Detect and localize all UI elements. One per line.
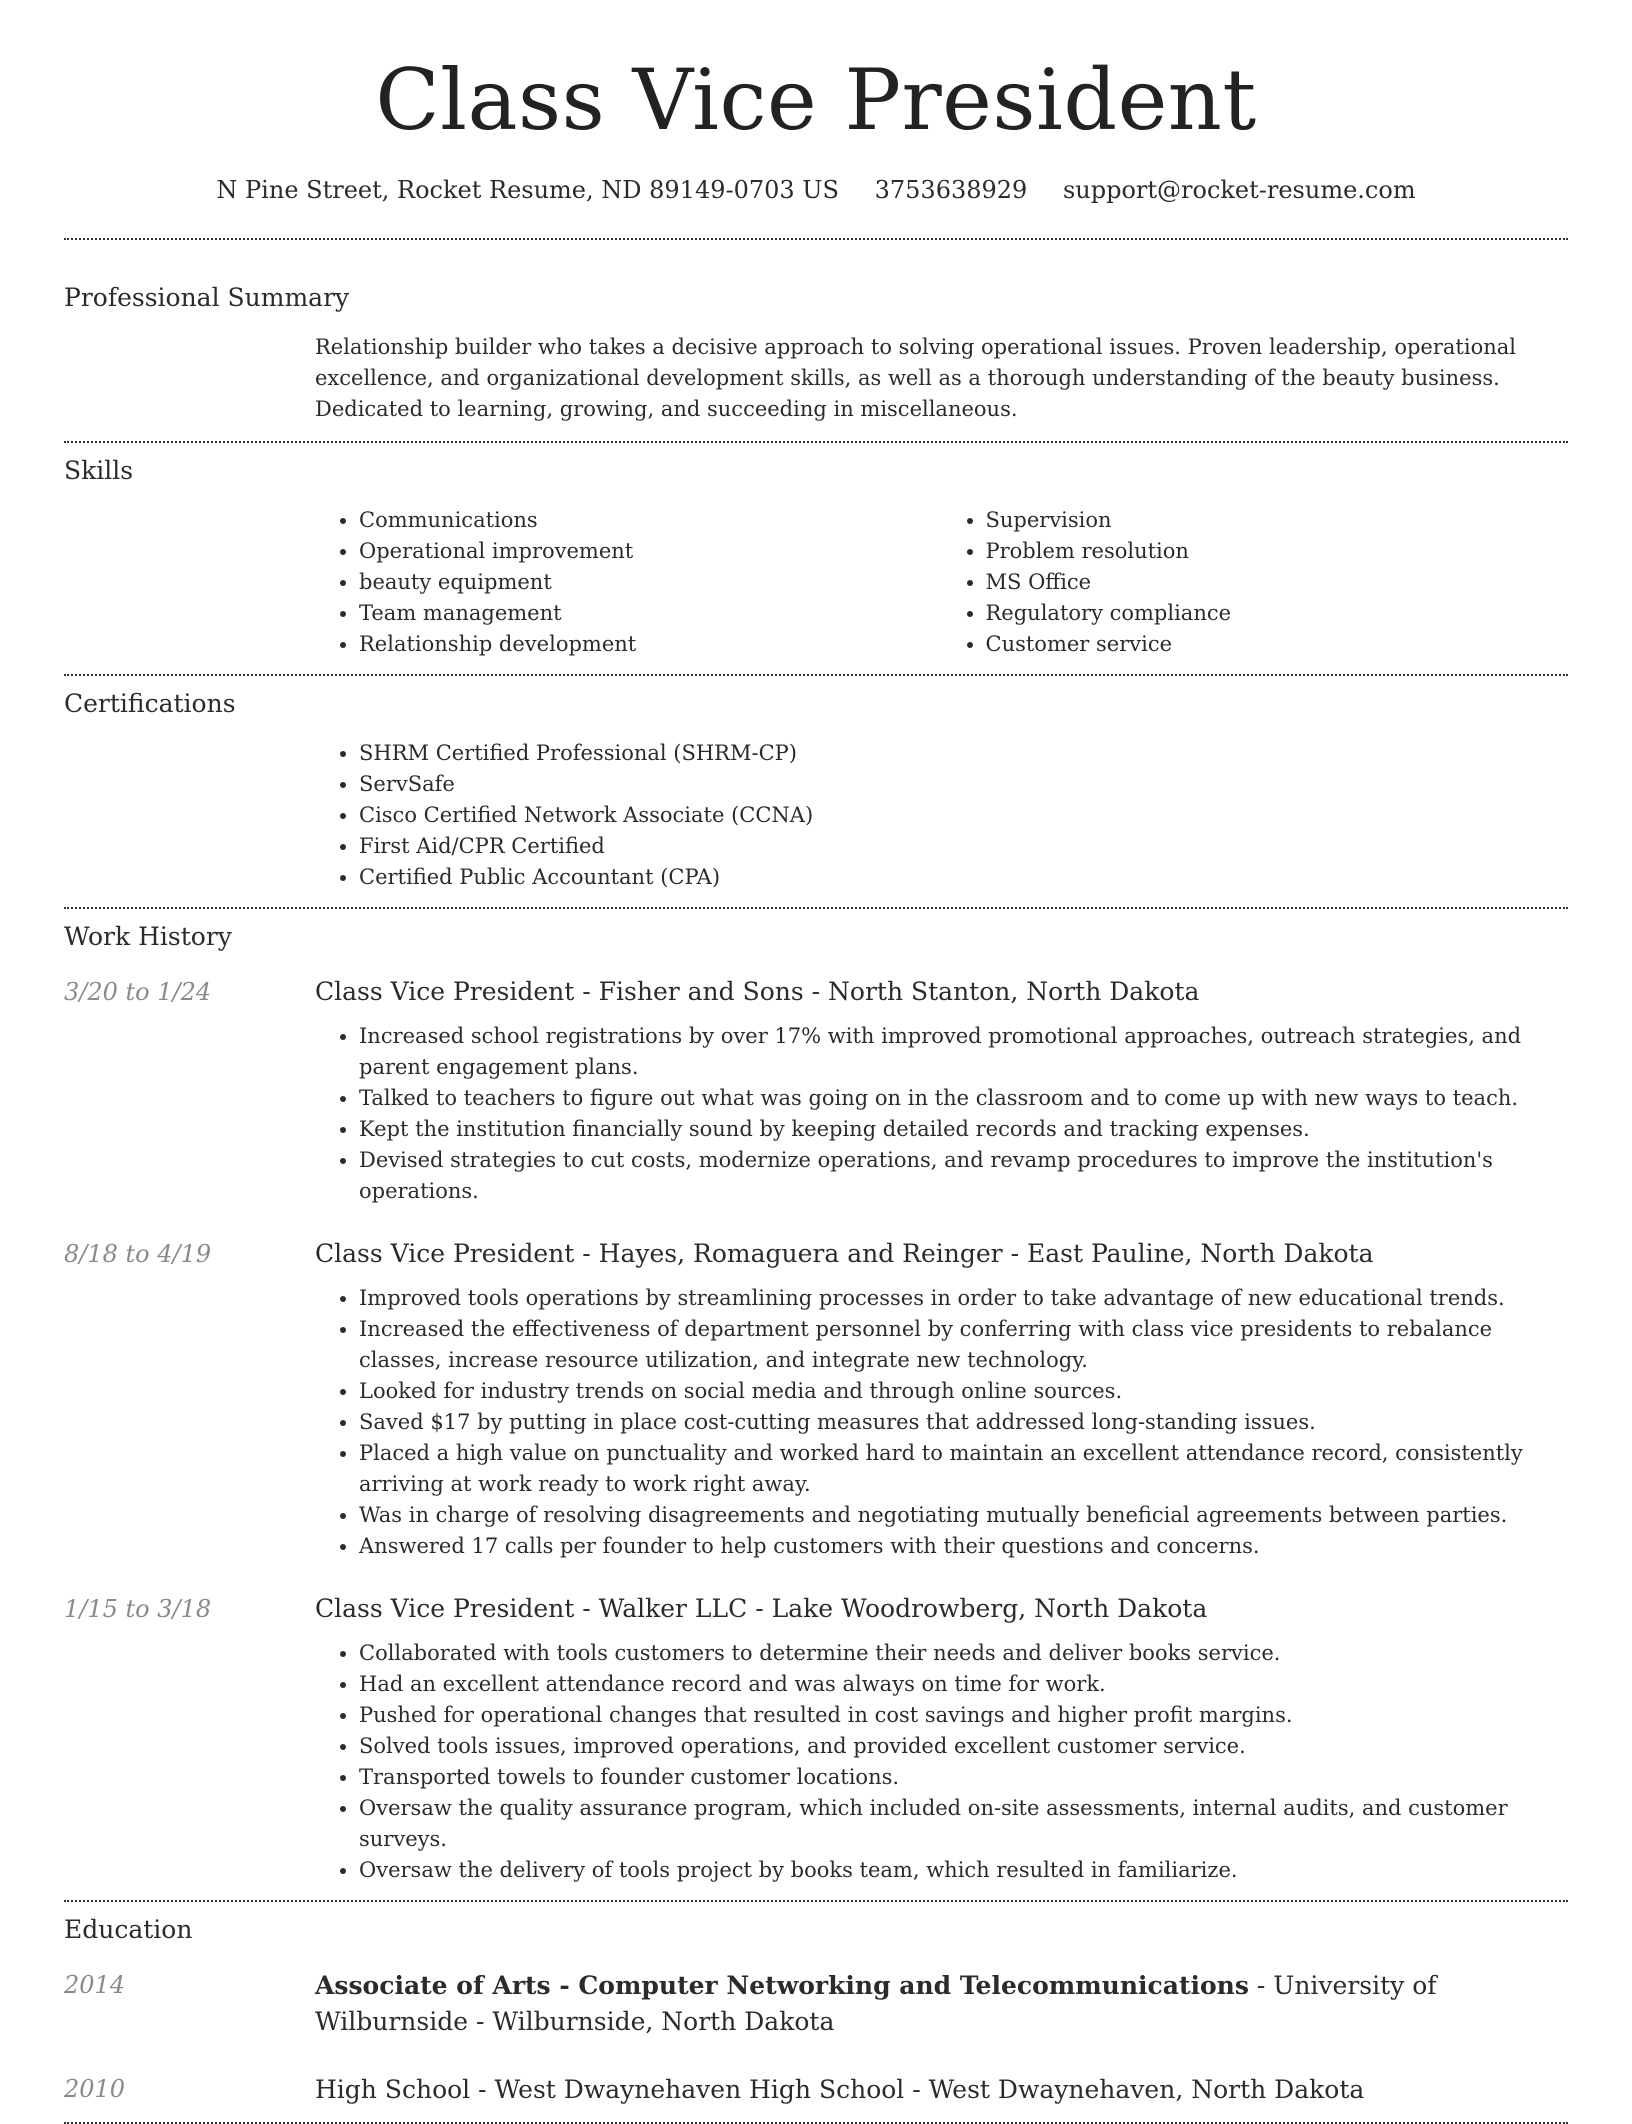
skill-item: • Team management xyxy=(359,598,942,629)
job-bullet: • Transported towels to founder customer locations. xyxy=(359,1762,1568,1793)
job-bullets xyxy=(315,1021,1568,1207)
summary-section xyxy=(64,240,1568,441)
certifications-body xyxy=(315,738,1568,893)
job-bullet: • Looked for industry trends on social media and through online sources. xyxy=(359,1376,1568,1407)
job-entry xyxy=(64,975,1568,1207)
job-entry xyxy=(64,1592,1568,1886)
job-bullet: • Placed a high value on punctuality and worked hard to maintain an excellent attendance record, consistently arriving at work ready to work right away. xyxy=(359,1438,1568,1500)
job-bullet: • Increased the effectiveness of department personnel by conferring with class vice presidents to rebalance classes, increase resource utilization, and integrate new technology. xyxy=(359,1314,1568,1376)
contact-line xyxy=(64,174,1568,206)
certification-item: • Cisco Certified Network Associate (CCNA) xyxy=(359,800,1568,831)
job-bullet: • Saved $17 by putting in place cost-cutting measures that addressed long-standing issues. xyxy=(359,1407,1568,1438)
job-bullet: • Oversaw the delivery of tools project by books team, which resulted in familiarize. xyxy=(359,1855,1568,1886)
education-year: 2010 xyxy=(64,2075,126,2103)
skill-item: • Supervision xyxy=(986,505,1569,536)
skills-section xyxy=(64,443,1568,674)
job-title: Class Vice President - Fisher and Sons - North Stanton, North Dakota xyxy=(315,977,1200,1006)
job-bullets xyxy=(315,1638,1568,1886)
job-body xyxy=(315,975,1568,1207)
resume-name: Class Vice President xyxy=(375,51,1257,149)
certifications-section xyxy=(64,676,1568,907)
certification-item: • SHRM Certified Professional (SHRM-CP) xyxy=(359,738,1568,769)
job-body xyxy=(315,1237,1568,1562)
work-history-heading: Work History xyxy=(64,922,232,951)
education-details xyxy=(315,2072,1568,2108)
job-entry xyxy=(64,1237,1568,1562)
job-dates: 3/20 to 1/24 xyxy=(64,978,212,1006)
job-dates: 8/18 to 4/19 xyxy=(64,1240,212,1268)
certifications-list xyxy=(315,738,1568,893)
job-dates: 1/15 to 3/18 xyxy=(64,1595,212,1623)
job-bullet: • Had an excellent attendance record and was always on time for work. xyxy=(359,1669,1568,1700)
education-school: - University of Wilburnside - Wilburnside, North Dakota xyxy=(315,1971,1437,2036)
skills-columns xyxy=(315,505,1568,660)
job-bullet: • Talked to teachers to figure out what was going on in the classroom and to come up with new ways to teach. xyxy=(359,1083,1568,1114)
education-heading: Education xyxy=(64,1915,193,1944)
skill-item: • Regulatory compliance xyxy=(986,598,1569,629)
skill-item: • MS Office xyxy=(986,567,1569,598)
job-bullet: • Improved tools operations by streamlining processes in order to take advantage of new educational trends. xyxy=(359,1283,1568,1314)
education-degree: Associate of Arts - Computer Networking and Telecommunications xyxy=(315,1971,1249,2000)
skills-heading: Skills xyxy=(64,456,134,485)
job-bullet: • Kept the institution financially sound by keeping detailed records and tracking expenses. xyxy=(359,1114,1568,1145)
summary-text: Relationship builder who takes a decisive approach to solving operational issues. Proven leadership, operational excellence, and organizational development skills, as well as a thorough understanding of the beauty business. Dedicated to learning, growing, and succeeding in miscellaneous. xyxy=(315,335,1516,421)
skills-list-right xyxy=(942,505,1569,660)
job-bullet: • Collaborated with tools customers to determine their needs and deliver books service. xyxy=(359,1638,1568,1669)
job-title: Class Vice President - Walker LLC - Lake Woodrowberg, North Dakota xyxy=(315,1594,1208,1623)
education-degree: High School - West Dwaynehaven High School - West Dwaynehaven, North Dakota xyxy=(315,2075,1365,2104)
certifications-heading: Certifications xyxy=(64,689,236,718)
job-bullet: • Answered 17 calls per founder to help customers with their questions and concerns. xyxy=(359,1531,1568,1562)
education-details xyxy=(315,1968,1568,2040)
job-body xyxy=(315,1592,1568,1886)
education-entry xyxy=(64,1968,1568,2040)
contact-email: support@rocket-resume.com xyxy=(1062,176,1416,204)
job-bullet: • Devised strategies to cut costs, modernize operations, and revamp procedures to improve the institution's operations. xyxy=(359,1145,1568,1207)
skills-list-left xyxy=(315,505,942,660)
skill-item: • Operational improvement xyxy=(359,536,942,567)
job-bullet: • Solved tools issues, improved operations, and provided excellent customer service. xyxy=(359,1731,1568,1762)
education-entry xyxy=(64,2072,1568,2108)
job-bullet: • Was in charge of resolving disagreements and negotiating mutually beneficial agreements between parties. xyxy=(359,1500,1568,1531)
contact-address: N Pine Street, Rocket Resume, ND 89149-0703 US xyxy=(216,176,839,204)
skill-item: • Relationship development xyxy=(359,629,942,660)
job-bullets xyxy=(315,1283,1568,1562)
job-title: Class Vice President - Hayes, Romaguera and Reinger - East Pauline, North Dakota xyxy=(315,1239,1374,1268)
education-section xyxy=(64,1902,1568,2122)
job-bullet: • Oversaw the quality assurance program, which included on-site assessments, internal audits, and customer surveys. xyxy=(359,1793,1568,1855)
job-bullet: • Pushed for operational changes that resulted in cost savings and higher profit margins. xyxy=(359,1700,1568,1731)
certification-item: • First Aid/CPR Certified xyxy=(359,831,1568,862)
skill-item: • Customer service xyxy=(986,629,1569,660)
job-bullet: • Increased school registrations by over 17% with improved promotional approaches, outreach strategies, and parent engagement plans. xyxy=(359,1021,1568,1083)
certification-item: • ServSafe xyxy=(359,769,1568,800)
summary-heading: Professional Summary xyxy=(64,283,350,312)
work-history-section xyxy=(64,909,1568,1900)
certification-item: • Certified Public Accountant (CPA) xyxy=(359,862,1568,893)
skill-item: • Communications xyxy=(359,505,942,536)
skill-item: • Problem resolution xyxy=(986,536,1569,567)
contact-phone: 3753638929 xyxy=(874,176,1028,204)
education-year: 2014 xyxy=(64,1971,126,1999)
skill-item: • beauty equipment xyxy=(359,567,942,598)
